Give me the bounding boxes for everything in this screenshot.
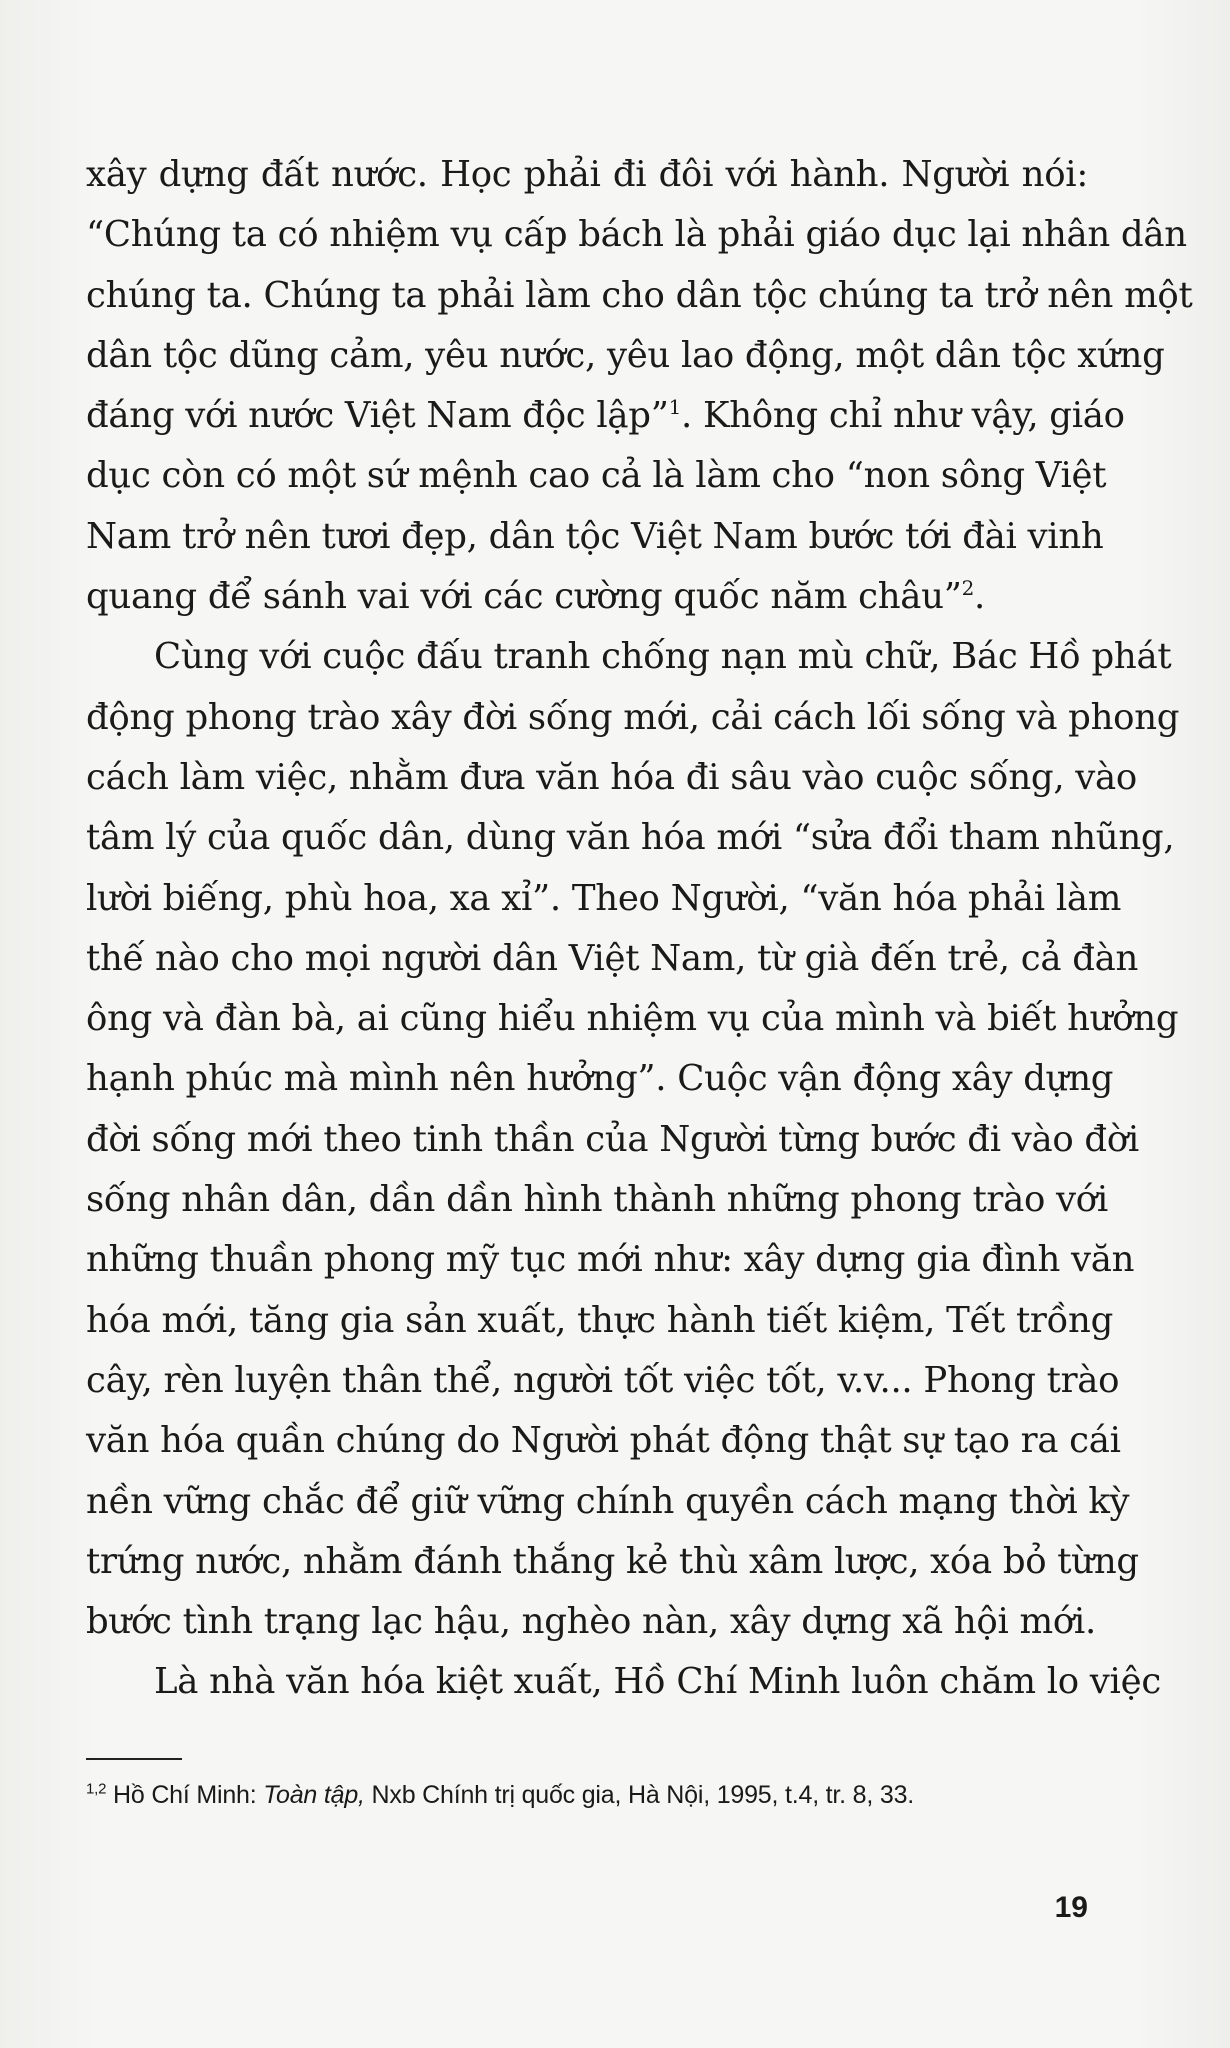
text-line: hóa mới, tăng gia sản xuất, thực hành tiết kiệm, Tết trồng <box>86 1299 1114 1341</box>
text-line: văn hóa quần chúng do Người phát động thật sự tạo ra cái <box>86 1420 1121 1462</box>
text-segment: Không chỉ như vậy, giáo <box>702 395 1125 437</box>
body-text <box>86 145 1193 1713</box>
text-line: lười biếng, phù hoa, xa xỉ”. Theo Người, “văn hóa phải làm <box>86 877 1122 919</box>
text-segment: đáng với nước Việt Nam độc lập” <box>86 395 669 437</box>
footnote-marker: 1,2 <box>86 1780 107 1798</box>
text-line: đáng với nước Việt Nam độc lập”$^1$. Không chỉ như vậy, giáo <box>86 395 1125 437</box>
text-line: dân tộc dũng cảm, yêu nước, yêu lao động, một dân tộc xứng <box>86 334 1165 376</box>
footnote-ref: 1 <box>668 395 681 420</box>
text-line: sống nhân dân, dần dần hình thành những phong trào với <box>86 1179 1108 1221</box>
text-line: đời sống mới theo tinh thần của Người từng bước đi vào đời <box>86 1118 1139 1160</box>
text-line: dục còn có một sứ mệnh cao cả là làm cho “non sông Việt <box>86 455 1107 497</box>
text-line <box>86 567 1088 627</box>
text-segment: . <box>974 576 986 618</box>
text-segment: quang để sánh vai với các cường quốc năm châu” <box>86 576 962 618</box>
text-line: cách làm việc, nhằm đưa văn hóa đi sâu vào cuộc sống, vào <box>86 756 1137 798</box>
text-line: chúng ta. Chúng ta phải làm cho dân tộc chúng ta trở nên một <box>86 274 1193 316</box>
text-line: hạnh phúc mà mình nên hưởng”. Cuộc vận động xây dựng <box>86 1058 1114 1100</box>
text-line: động phong trào xây đời sống mới, cải cách lối sống và phong <box>86 696 1180 738</box>
text-line: cây, rèn luyện thân thể, người tốt việc tốt, v.v... Phong trào <box>86 1359 1120 1401</box>
text-line: Nam trở nên tươi đẹp, dân tộc Việt Nam bước tới đài vinh <box>86 515 1104 557</box>
footnote-title: Toàn tập, <box>263 1781 365 1809</box>
text-line: những thuần phong mỹ tục mới như: xây dựng gia đình văn <box>86 1239 1135 1281</box>
text-line: trứng nước, nhằm đánh thắng kẻ thù xâm lược, xóa bỏ từng <box>86 1540 1139 1582</box>
page-number: 19 <box>1054 1891 1088 1924</box>
footnote-ref: 2 <box>961 576 975 601</box>
text-line: tâm lý của quốc dân, dùng văn hóa mới “sửa đổi tham nhũng, <box>86 817 1175 859</box>
text-line: xây dựng đất nước. Học phải đi đôi với hành. Người nói: <box>86 154 1088 195</box>
text-line: nền vững chắc để giữ vững chính quyền cách mạng thời kỳ <box>86 1480 1130 1522</box>
text-line: bước tình trạng lạc hậu, nghèo nàn, xây dựng xã hội mới. <box>86 1601 1096 1643</box>
footnote-source: Nxb Chính trị quốc gia, Hà Nội, 1995, t.4, tr. 8, 33. <box>364 1781 915 1809</box>
text-line: “Chúng ta có nhiệm vụ cấp bách là phải giáo dục lại nhân dân <box>86 214 1187 256</box>
text-line: thế nào cho mọi người dân Việt Nam, từ già đến trẻ, cả đàn <box>86 937 1139 979</box>
footnote-author: Hồ Chí Minh: <box>113 1781 264 1809</box>
footnote-divider <box>86 1758 182 1760</box>
text-line: ông và đàn bà, ai cũng hiểu nhiệm vụ của mình và biết hưởng <box>86 998 1179 1040</box>
footnote <box>86 1778 1088 1812</box>
text-line: Là nhà văn hóa kiệt xuất, Hồ Chí Minh luôn chăm lo việc <box>154 1661 1161 1703</box>
text-line: Cùng với cuộc đấu tranh chống nạn mù chữ, Bác Hồ phát <box>154 636 1172 678</box>
